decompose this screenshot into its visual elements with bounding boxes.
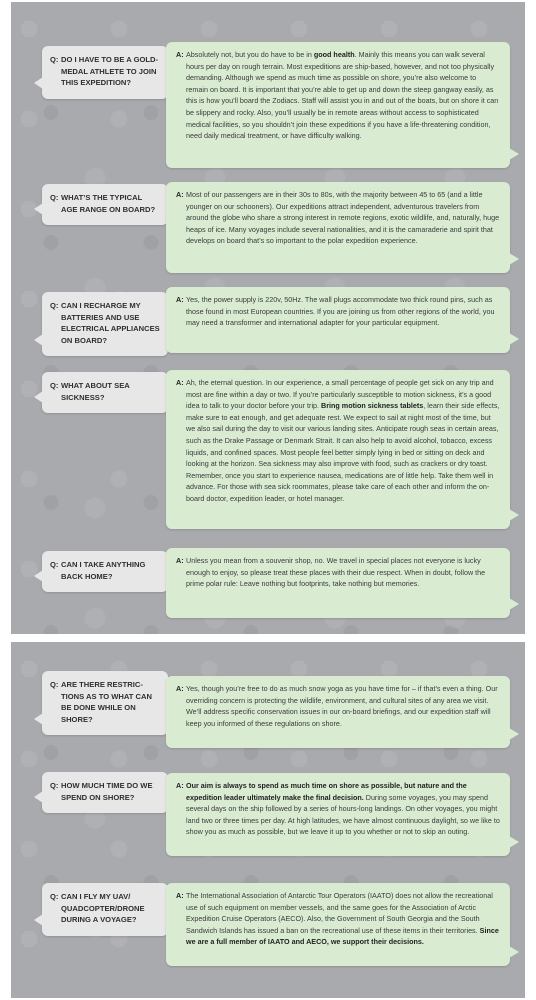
- answer-label: A:: [176, 190, 184, 199]
- answer-text: [186, 890, 500, 958]
- answer-label: A:: [176, 781, 184, 790]
- answer-segment: Yes, though you’re free to do as much snow yoga as you have time for – if that’s even a thing. Our overriding concern is protecting the wildlife, environment, and cultural sites of any area we visit. We’ll address specific conservation issues in our on-board briefings, and our expedition staff will keep you informed of these regulations on shore.: [186, 684, 498, 728]
- faq-question-3: [42, 292, 168, 356]
- answer-bold-segment: Since we are a full member of IAATO and AECO, we support their decisions.: [186, 925, 499, 947]
- answer-text: [186, 189, 500, 265]
- question-text: HOW MUCH TIME DO WE SPEND ON SHORE?: [61, 781, 153, 802]
- question-label: Q:: [50, 560, 59, 569]
- answer-label: A:: [176, 684, 184, 693]
- question-label: Q:: [50, 55, 59, 64]
- question-text: WHAT’S THE TYPICAL AGE RANGE ON BOARD?: [61, 193, 156, 214]
- answer-segment: Unless you mean from a souvenir shop, no. We travel in special places not everyone is lucky enough to enjoy, so please treat these places with their due respect. When in doubt, follow the prime polar rule: Leave nothing but footprints, take nothing but memories.: [186, 556, 486, 589]
- answer-segment: . Mainly this means you can walk several hours per day on rough terrain. Most expeditions are ship-based, however, and not too physically demanding. Although we spend as much time as possible on shore, you’re also welcome to remain on board. It is important that you’re able to get up and down the steep gangway easily, as this is how you’ll board the Zodiacs. Staff will assist you in and out of the boats, but on shore it can be slippery and rocky. Also, you’ll usually be in remote areas without access to sophisticated medical facilities, so you shouldn’t join these expeditions if you have a life-threatening condition, need daily medical treatment, or have difficulty walking.: [186, 50, 499, 141]
- faq-question-6: [42, 671, 168, 735]
- faq-page-top: [11, 2, 525, 634]
- faq-answer-2: [166, 182, 510, 273]
- answer-label: A:: [176, 295, 184, 304]
- answer-text: [186, 294, 500, 345]
- answer-text: [186, 377, 500, 521]
- question-text: DO I HAVE TO BE A GOLD-MEDAL ATHLETE TO JOIN THIS EXPEDITION?: [61, 55, 159, 87]
- faq-question-1: [42, 46, 168, 99]
- faq-answer-7: [166, 773, 510, 856]
- answer-label: A:: [176, 891, 184, 900]
- faq-answer-3: [166, 287, 510, 353]
- answer-text: [186, 780, 500, 848]
- answer-bold-segment: Our aim is always to spend as much time on shore as possible, but nature and the expedition leader ultimately make the final decision.: [186, 781, 467, 802]
- question-text: CAN I RECHARGE MY BATTERIES AND USE ELECTRICAL APPLIANCES ON BOARD?: [61, 301, 160, 345]
- question-label: Q:: [50, 680, 59, 689]
- faq-answer-4: [166, 370, 510, 529]
- answer-label: A:: [176, 378, 184, 387]
- question-label: Q:: [50, 193, 59, 202]
- answer-text: [186, 683, 500, 740]
- answer-segment: Most of our passengers are in their 30s to 80s, with the majority between 45 to 65 (and a little younger on our schooners). Our expeditions attract independent, adventurous travelers from around the globe who share a strong interest in remote regions, exotic wildlife, and, naturally, huge heaps of ice. Many voyages include several nationalities, and it is the camaraderie and spirit that develops on board that’s so important to the polar expedition experience.: [186, 190, 500, 246]
- question-text: CAN I TAKE ANYTHING BACK HOME?: [61, 560, 146, 581]
- faq-question-5: [42, 551, 168, 592]
- faq-answer-1: [166, 42, 510, 168]
- faq-question-2: [42, 184, 168, 225]
- faq-page-bottom: [11, 642, 525, 998]
- answer-text: [186, 555, 500, 610]
- question-label: Q:: [50, 301, 59, 310]
- answer-text: [186, 49, 500, 160]
- answer-label: A:: [176, 50, 184, 59]
- answer-segment: , learn their side effects, make sure to eat enough, and get adequate rest. We expect to sail at night most of the time, but we also sail during the day to visit our various landing sites. Anticipate rough seas in certain areas, such as the Drake Passage or Denmark Strait. It can also help to avoid alcohol, tobacco, excess liquids, and confined spaces. Most people feel better simply lying in bed or sitting on deck and looking at the horizon. Sea sickness may also improve with food, such as crackers or dry toast. Remember, once you start to experience nausea, medications are of little help. Take them well in advance. For those with sea sick roommates, please take care of each other and inform the on-board doctor, expedition leader, or hotel manager.: [186, 401, 500, 503]
- answer-segment: The International Association of Antarctic Tour Operators (IAATO) does not allow the recreational use of such equipment on member vessels, and the same goes for the Association of Arctic Expedition Cruise Operators (AECO). Also, the Government of South Georgia and the South Sandwich Islands has issued a ban on the recreational use of these items in their territories.: [186, 891, 493, 935]
- faq-question-7: [42, 772, 168, 813]
- question-label: Q:: [50, 892, 59, 901]
- question-text: CAN I FLY MY UAV/ QUADCOPTER/DRONE DURING A VOYAGE?: [61, 892, 145, 924]
- faq-answer-8: [166, 883, 510, 966]
- faq-answer-6: [166, 676, 510, 748]
- question-label: Q:: [50, 381, 59, 390]
- answer-segment: Yes, the power supply is 220v, 50Hz. The wall plugs accommodate two thick round pins, such as those found in most European countries. If you are joining us from other regions of the world, you may need a transformer and international adapter for your particular equipment.: [186, 295, 495, 328]
- answer-bold-segment: good health: [313, 50, 355, 59]
- answer-segment: Absolutely not, but you do have to be in: [186, 50, 314, 59]
- faq-question-8: [42, 883, 168, 936]
- answer-segment: Ah, the eternal question. In our experience, a small percentage of people get sick on any trip and most are fine within a day or two. If you’re particularly susceptible to motion sickness, it’s a good idea to talk to your doctor before your trip.: [186, 378, 494, 411]
- answer-bold-segment: Bring motion sickness tablets: [321, 401, 424, 411]
- answer-segment: During some voyages, you may spend several days on the ship followed by a series of hours-long landings. On other voyages, you might land two or three times per day. At high latitudes, we have almost continuous daylight, so we like to show you as much as possible, but we leave it up to you whether or not to skip an outing.: [186, 792, 500, 837]
- faq-question-4: [42, 372, 168, 413]
- answer-label: A:: [176, 556, 184, 565]
- faq-answer-5: [166, 548, 510, 618]
- question-label: Q:: [50, 781, 59, 790]
- question-text: WHAT ABOUT SEA SICKNESS?: [61, 381, 130, 402]
- question-text: ARE THERE RESTRIC-TIONS AS TO WHAT CAN BE DONE WHILE ON SHORE?: [61, 680, 152, 724]
